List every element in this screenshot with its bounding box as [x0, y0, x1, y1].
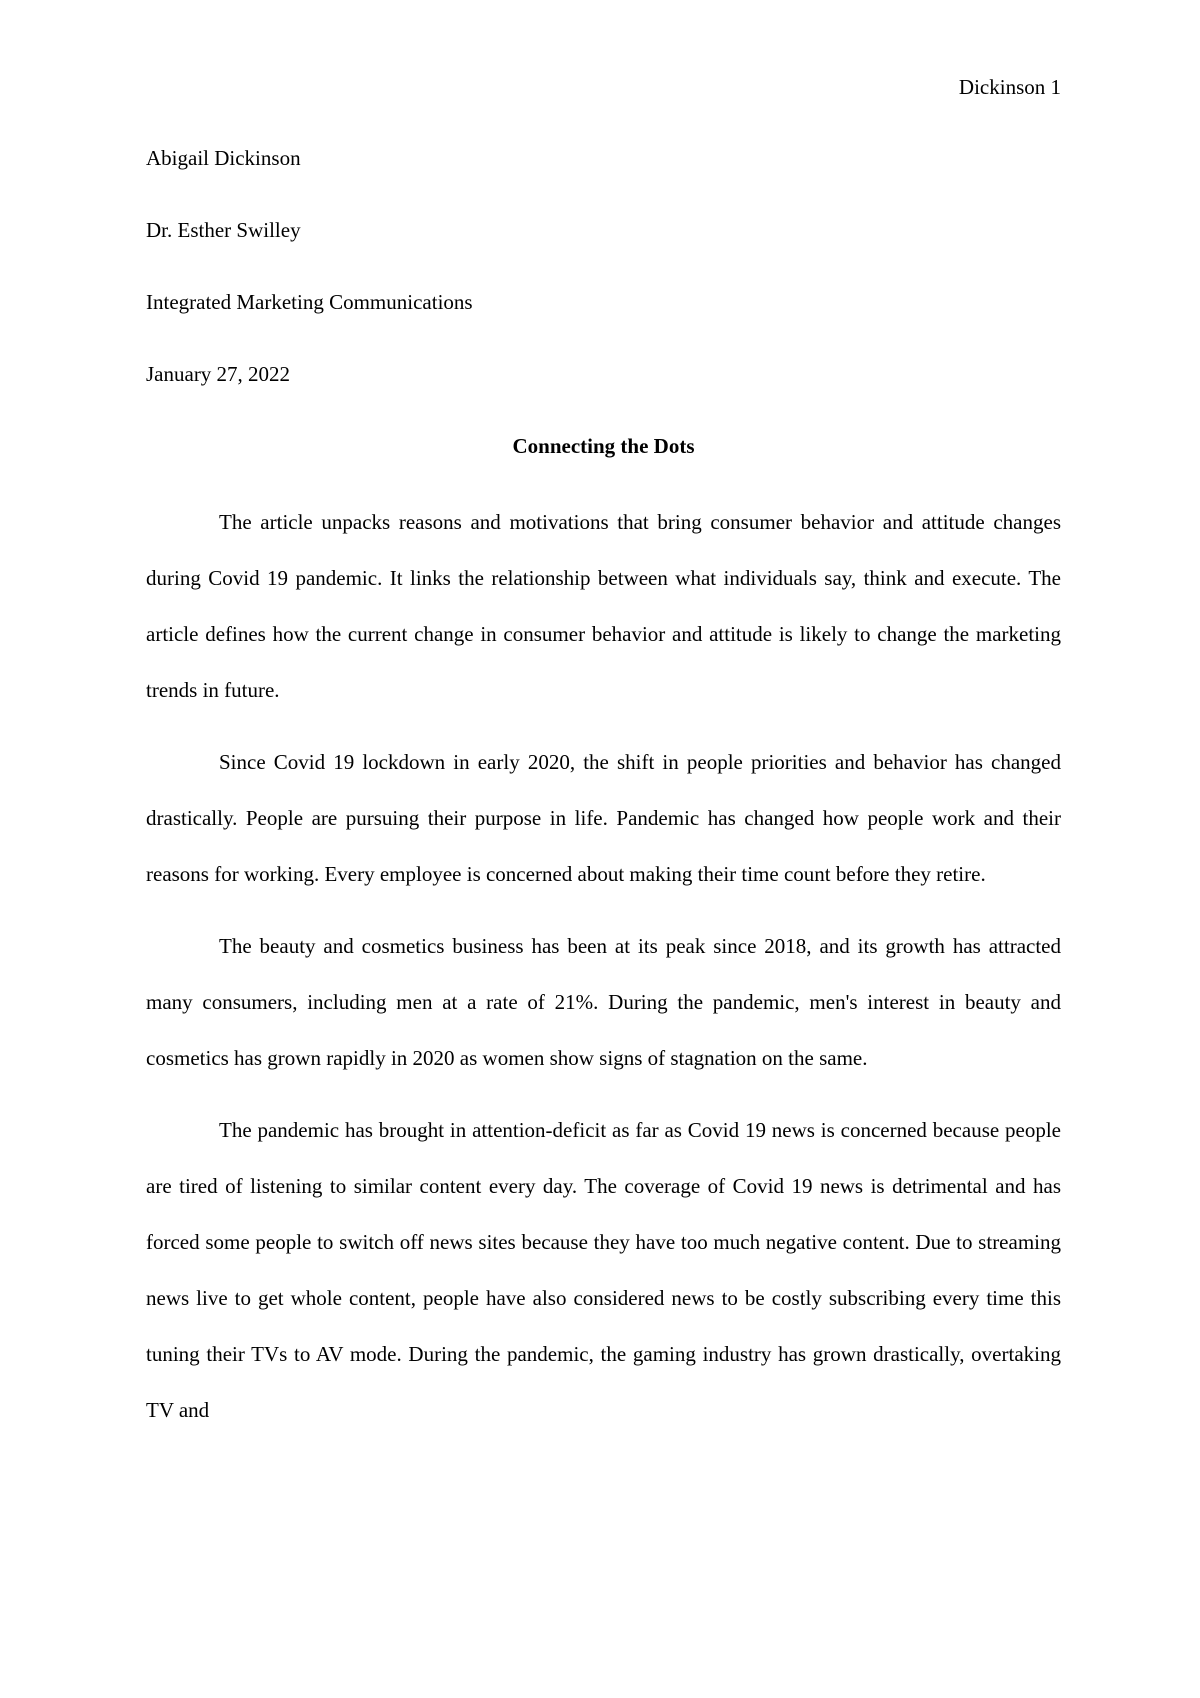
running-head: Dickinson 1 — [958, 75, 1061, 99]
author-name: Abigail Dickinson — [146, 146, 301, 170]
paragraph-4: The pandemic has brought in attention-deficit as far as Covid 19 news is concerned because people are tired of listening to similar content every day. The coverage of Covid 19 news is detrimental and has forced some people to switch off news sites because they have too much negative content. Due to streaming news live to get whole content, people have also considered news to be costly subscribing every time this tuning their TVs to AV mode. During the pandemic, the gaming industry has grown drastically, overtaking TV and — [146, 1118, 1061, 1422]
document-date: January 27, 2022 — [146, 362, 291, 386]
instructor-name: Dr. Esther Swilley — [146, 218, 301, 242]
course-name: Integrated Marketing Communications — [146, 290, 473, 314]
document-body — [146, 146, 1061, 1454]
document-title: Connecting the Dots — [512, 434, 695, 458]
paragraph-2: Since Covid 19 lockdown in early 2020, the shift in people priorities and behavior has changed drastically. People are pursuing their purpose in life. Pandemic has changed how people work and their reasons for working. Every employee is concerned about making their time count before they retire. — [146, 750, 1061, 886]
paragraph-3: The beauty and cosmetics business has been at its peak since 2018, and its growth has attracted many consumers, including men at a rate of 21%. During the pandemic, men's interest in beauty and cosmetics has grown rapidly in 2020 as women show signs of stagnation on the same. — [146, 934, 1061, 1070]
paragraph-1: The article unpacks reasons and motivations that bring consumer behavior and attitude changes during Covid 19 pandemic. It links the relationship between what individuals say, think and execute. The article defines how the current change in consumer behavior and attitude is likely to change the marketing trends in future. — [146, 510, 1061, 702]
